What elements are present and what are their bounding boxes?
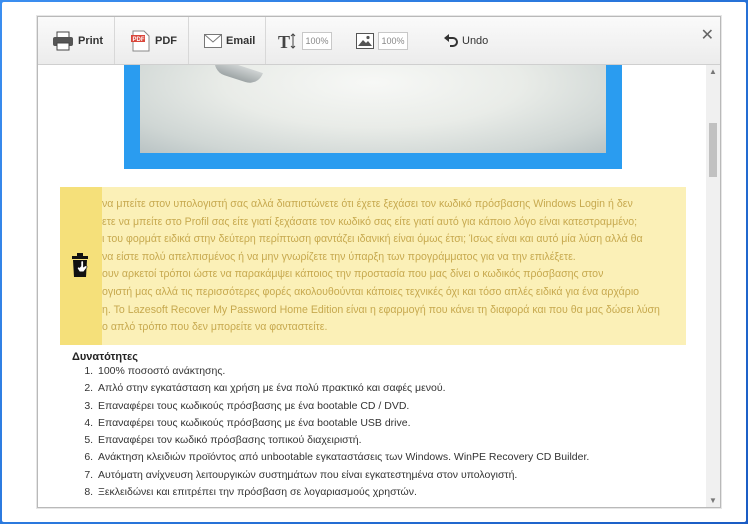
- list-item: 1. 100% ποσοστό ανάκτησης.: [96, 363, 589, 380]
- scroll-up-icon[interactable]: ▲: [709, 67, 717, 76]
- list-item: 6. Ανάκτηση κλειδιών προϊόντος από unbootable εγκαταστάσεις των Windows. WinPE Recovery CD Builder.: [96, 449, 589, 466]
- toolbar-divider: [114, 17, 115, 64]
- image-icon: [356, 33, 374, 49]
- paragraph-line: η. Το Lazesoft Recover My Password Home Edition είναι η εφαρμογή που κάνει τη διαφορά και που θα μας δώσει λύση: [102, 303, 660, 316]
- envelope-icon: [204, 34, 222, 48]
- pdf-label: PDF: [155, 34, 177, 47]
- paragraph-line: να μπείτε στον υπολογιστή σας αλλά διαπιστώνετε ότι έχετε ξεχάσει τον κωδικό πρόσβασης Windows Login ή δεν: [102, 198, 633, 210]
- text-size-value[interactable]: 100%: [302, 32, 332, 50]
- image-size-value[interactable]: 100%: [378, 32, 408, 50]
- print-button[interactable]: [52, 17, 103, 64]
- close-icon[interactable]: ✕: [700, 27, 714, 44]
- toolbar-divider: [265, 17, 266, 64]
- paragraph-line: ι του φορμάτ ειδικά στην δεύτερη περίπτωση φαντάζει ιδανική είναι όμως έτσι; Ίσως είναι και αυτό μία λύση αλλά θα: [102, 233, 643, 246]
- email-button[interactable]: [204, 17, 255, 64]
- image-object: [211, 65, 263, 86]
- scroll-thumb[interactable]: [709, 123, 717, 177]
- text-size-icon: [278, 31, 298, 51]
- list-item: 7. Αυτόματη ανίχνευση λειτουργικών συστημάτων που είναι εγκατεστημένα στον υπολογιστή.: [96, 467, 589, 484]
- features-heading: Δυνατότητες: [72, 351, 138, 363]
- toolbar: [38, 17, 720, 65]
- image-size-control[interactable]: [356, 17, 408, 64]
- printer-icon: [52, 31, 74, 51]
- email-label: Email: [226, 34, 256, 47]
- scroll-down-icon[interactable]: ▼: [709, 496, 717, 505]
- list-item: 8. Ξεκλειδώνει και επιτρέπει την πρόσβαση σε λογαριασμούς χρηστών.: [96, 484, 589, 501]
- paragraph-line: ετε να μπείτε στο Profil σας είτε γιατί ξεχάσατε τον κωδικό σας είτε γιατί αυτό για κάποιο λόγο είναι κατεστραμμένο;: [102, 215, 638, 228]
- article-image: [124, 65, 622, 169]
- list-item: 4. Επαναφέρει τους κωδικούς πρόσβασης με ένα bootable USB drive.: [96, 415, 589, 432]
- trash-icon[interactable]: [70, 253, 90, 279]
- svg-text:T: T: [278, 31, 291, 51]
- pdf-button[interactable]: [131, 17, 177, 64]
- article-image-photo: [140, 65, 606, 153]
- undo-icon: [444, 34, 458, 48]
- print-friendly-dialog: [37, 16, 721, 508]
- undo-label: Undo: [462, 34, 489, 47]
- page-preview: [38, 65, 706, 507]
- paragraph-line: ο απλό τρόπο που δεν μπορείτε να φανταστείτε.: [102, 321, 328, 334]
- list-item: 2. Απλό στην εγκατάσταση και χρήση με ένα πολύ πρακτικό και σαφές μενού.: [96, 380, 589, 397]
- undo-button[interactable]: [444, 17, 488, 64]
- paragraph-line: να είστε πολύ απελπισμένος ή να μην γνωρίζετε την ύπαρξη των προγράμματος για να την επιλέξετε.: [102, 250, 576, 263]
- list-item: 3. Επαναφέρει τους κωδικούς πρόσβασης με ένα bootable CD / DVD.: [96, 398, 589, 415]
- pdf-icon: [131, 30, 151, 52]
- text-size-control[interactable]: [278, 17, 332, 64]
- vertical-scrollbar[interactable]: [706, 65, 720, 507]
- paragraph-line: ουν αρκετοί τρόποι ώστε να παρακάμψει κάποιος την προστασία που μας δίνει ο κωδικός πρόσβασης στον: [102, 268, 604, 281]
- paragraph-line: ογιστή μας αλλά τις περισσότερες φορές ακολουθούνται κάποιες τεχνικές όχι και τόσο απλές ειδικά για ένα αρχάριο: [102, 285, 640, 298]
- list-item: 5. Επαναφέρει τον κωδικό πρόσβασης τοπικού διαχειριστή.: [96, 432, 589, 449]
- toolbar-divider: [188, 17, 189, 64]
- features-list: [72, 363, 589, 501]
- svg-text:PDF: PDF: [132, 36, 145, 43]
- print-label: Print: [78, 34, 104, 47]
- paragraph-text: [102, 196, 684, 337]
